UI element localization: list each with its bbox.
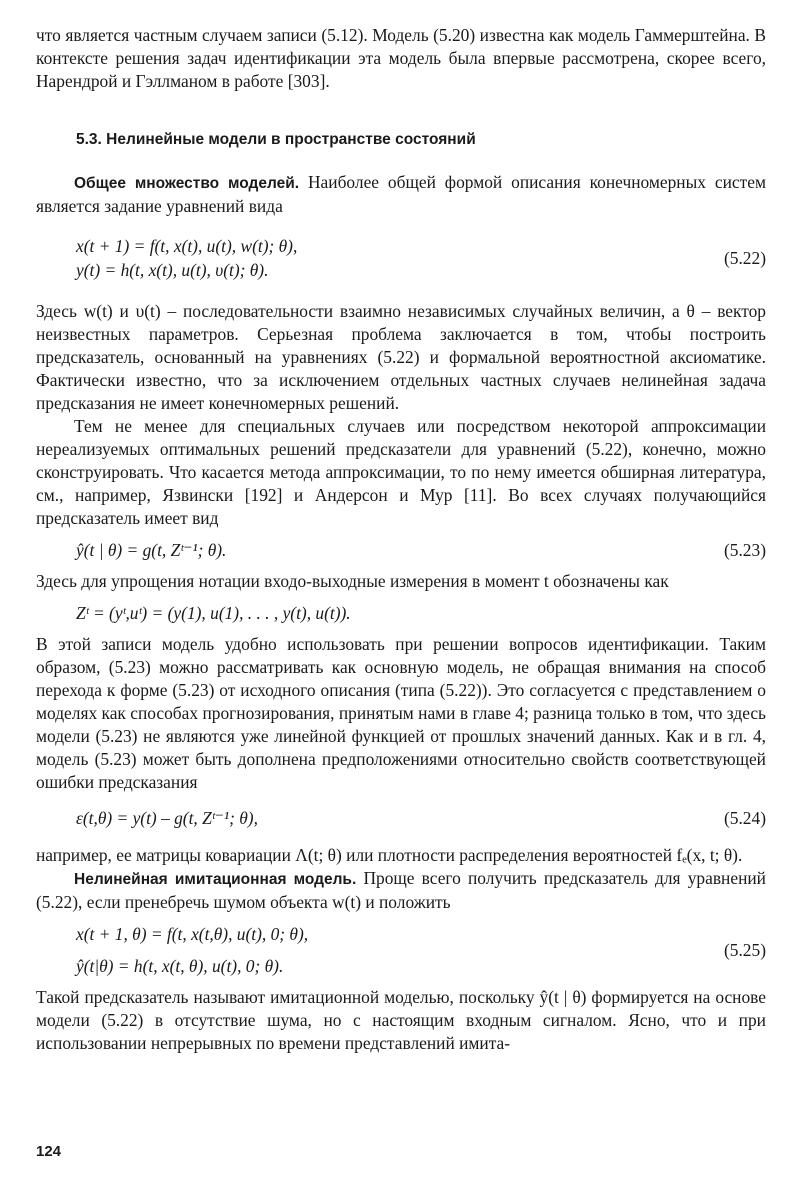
equation-number-5-23: (5.23) [723,540,766,560]
page-number: 124 [36,1143,62,1160]
equation-5-24 [36,806,766,830]
paragraph-identification: В этой записи модель удобно использовать при решении вопросов идентификации. Таким образом, (5.23) можно рассматривать как основную модель, не обращая внимания на способ перехода к форме (5.23) от исходного описания (типа (5.22)). Это согласуется с представлением о моделях как способах прогнозирования, принятым нами в главе 4; разница только в том, что здесь модели (5.23) не являются уже линейной функцией от прошлых значений данных. Как и в гл. 4, модель (5.23) может быть дополнена предположениями относительно свойств соответствующей ошибки предсказания [36,634,766,792]
paragraph-simulation-model [36,867,766,914]
paragraph-general-text: Наиболее общей формой описания конечномерных систем является задание уравнений вида [36,172,766,216]
run-in-heading-simulation: Нелинейная имитационная модель. [74,871,357,888]
equation-z-line: Zᵗ = (yᵗ,uᵗ) = (y(1), u(1), . . . , y(t), u(t)). [76,603,351,623]
paragraph-covariance: например, ее матрицы ковариации Λ(t; θ) или плотности распределения вероятностей fₑ(x, t; θ). [36,845,743,865]
equation-5-25-line1: x(t + 1, θ) = f(t, x(t,θ), u(t), 0; θ), [76,924,309,944]
paragraph-intro: что является частным случаем записи (5.12). Модель (5.20) известна как модель Гаммерштейна. В контексте решения задач идентификации эта модель была впервые рассмотрена, скорее всего, Нарендрой и Гэллманом в работе [303]. [36,25,766,91]
equation-z [36,601,766,625]
paragraph-general-models [36,171,766,218]
paragraph-approximation: Тем не менее для специальных случаев или посредством некоторой аппроксимации нереализуемых оптимальных решений предсказатели для уравнений (5.22), конечно, можно сконструировать. Что касается метода аппроксимации, то по нему имеется обширная литература, см., например, Язвински [192] и Андерсон и Мур [11]. Во всех случаях получающийся предсказатель имеет вид [36,416,766,528]
equation-number-5-24: (5.24) [723,808,766,828]
page-body [36,24,766,1055]
equation-number-5-22: (5.22) [723,248,766,268]
equation-5-25 [36,922,766,978]
paragraph-simulation-text: Проще всего получить предсказатель для уравнений (5.22), если пренебречь шумом объекта w(t) и положить [36,868,766,912]
run-in-heading-general: Общее множество моделей. [74,175,300,192]
paragraph-noise: Здесь w(t) и υ(t) – последовательности взаимно независимых случайных величин, а θ – вектор неизвестных параметров. Серьезная проблема заключается в том, чтобы построить предсказатель, основанный на уравнениях (5.22) и формальной вероятностной аксиоматике. Фактически известно, что за исключением отдельных частных случаев нелинейная задача предсказания не имеет конечномерных решений. [36,301,766,413]
paragraph-notation: Здесь для упрощения нотации входо-выходные измерения в момент t обозначены как [36,571,669,591]
equation-number-5-25: (5.25) [723,940,766,960]
equation-5-23-line: ŷ(t | θ) = g(t, Zᵗ⁻¹; θ). [76,540,227,560]
equation-5-23 [36,538,766,562]
equation-5-22-line1: x(t + 1) = f(t, x(t), u(t), w(t); θ), [76,236,298,256]
equation-5-22 [36,234,766,282]
paragraph-simulation-predictor: Такой предсказатель называют имитационной моделью, поскольку ŷ(t | θ) формируется на основе модели (5.22) в отсутствие шума, но с настоящим входным сигналом. Ясно, что и при использовании непрерывных по времени представлений имита- [36,987,766,1053]
equation-5-22-line2: y(t) = h(t, x(t), u(t), υ(t); θ). [76,260,269,280]
equation-5-24-line: ε(t,θ) = y(t) – g(t, Zᵗ⁻¹; θ), [76,808,258,828]
section-title: 5.3. Нелинейные модели в пространстве состояний [76,131,476,148]
equation-5-25-line2: ŷ(t|θ) = h(t, x(t, θ), u(t), 0; θ). [76,956,284,976]
